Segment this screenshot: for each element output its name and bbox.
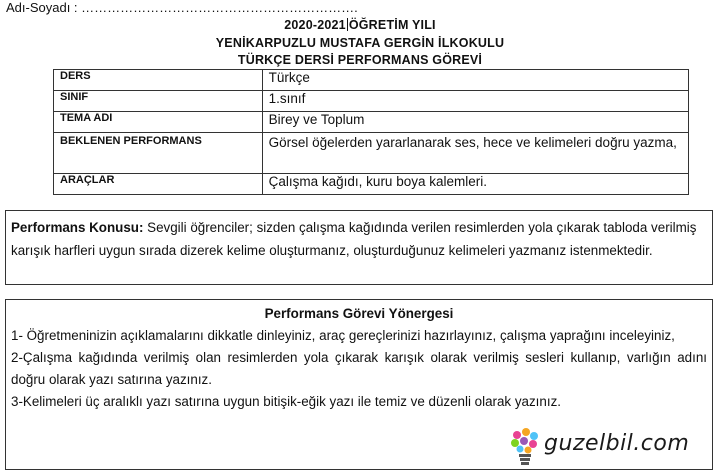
lightbulb-icon	[508, 426, 542, 468]
table-row	[54, 70, 689, 91]
school-year-suffix: ÖĞRETİM YILI	[348, 18, 436, 32]
row-key: BEKLENEN PERFORMANS	[54, 133, 263, 174]
row-value: Çalışma kağıdı, kuru boya kalemleri.	[262, 174, 688, 195]
instruction-item: 3-Kelimeleri üç aralıklı yazı satırına uygun bitişik-eğik yazı ile temiz ve düzenli olarak yazınız.	[11, 394, 561, 409]
instructions-title: Performans Görevi Yönergesi	[264, 306, 454, 321]
instruction-item: 2-Çalışma kağıdında verilmiş olan resimlerden yola çıkarak karışık olarak verilmiş sesleri kullanıp, varlığın adını doğru olarak yazı satırına yazınız.	[11, 350, 707, 387]
performance-topic-text: Sevgili öğrenciler; sizden çalışma kağıdında verilen resimlerden yola çıkarak tabloda verilmiş karışık harfleri uygun sırada dizerek kelime oluşturmanız, oluşturduğunuz kelimeleri yazmanız istenmektedir.	[11, 220, 697, 258]
school-year: 2020-2021	[284, 18, 346, 32]
performance-topic-label: Performans Konusu:	[11, 220, 144, 235]
table-row	[54, 133, 689, 174]
school-name: YENİKARPUZLU MUSTAFA GERGİN İLKOKULU	[215, 36, 505, 50]
table-row	[54, 112, 689, 133]
instruction-item: 1- Öğretmeninizin açıklamalarını dikkatle dinleyiniz, araç gereçlerinizi hazırlayınız, çalışma yaprağını inceleyiniz,	[11, 328, 675, 343]
row-key: TEMA ADI	[54, 112, 263, 133]
row-value: 1.sınıf	[262, 91, 688, 112]
name-line: Adı-Soyadı : ……………………………………………………….	[6, 0, 358, 15]
table-row	[54, 174, 689, 195]
watermark-logo	[508, 426, 708, 466]
school-year-heading	[0, 18, 720, 32]
table-row	[54, 91, 689, 112]
row-value: Görsel öğelerden yararlanarak ses, hece ve kelimeleri doğru yazma,	[262, 133, 688, 174]
performance-topic-box	[5, 210, 713, 285]
row-key: ARAÇLAR	[54, 174, 263, 195]
row-value: Türkçe	[262, 70, 688, 91]
row-value: Birey ve Toplum	[262, 112, 688, 133]
text-cursor	[347, 18, 348, 31]
document-title: TÜRKÇE DERSİ PERFORMANS GÖREVİ	[237, 53, 483, 67]
info-table	[53, 69, 689, 195]
row-key: DERS	[54, 70, 263, 91]
watermark-text: guzelbil.com	[544, 431, 690, 456]
row-key: SINIF	[54, 91, 263, 112]
